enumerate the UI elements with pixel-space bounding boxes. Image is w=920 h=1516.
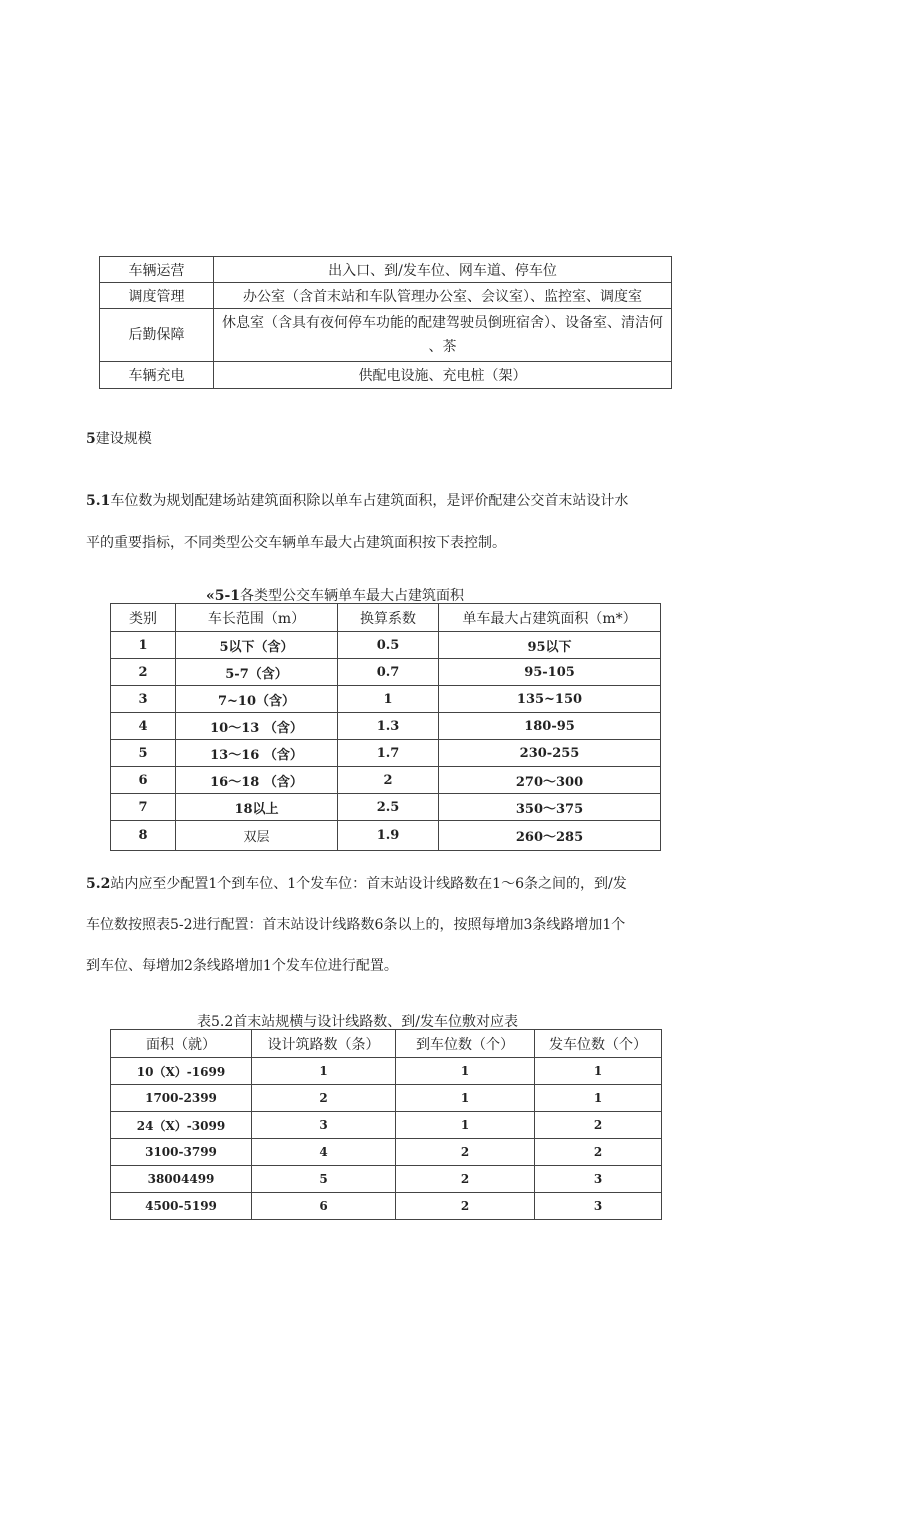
cell: 2 [252, 1085, 396, 1112]
category-cell: 后勤保障 [100, 309, 214, 362]
cell: 1.7 [338, 740, 439, 767]
cell: 8 [111, 821, 176, 851]
function-table [99, 256, 672, 389]
content-cell: 供配电设施、充电桩（架） [214, 362, 672, 389]
cell: 230-255 [439, 740, 661, 767]
cell: 6 [252, 1193, 396, 1220]
cell: 1.9 [338, 821, 439, 851]
table-row [111, 821, 661, 851]
cell: 38004499 [111, 1166, 252, 1193]
table-row [111, 1112, 662, 1139]
cell: 270～300 [439, 767, 661, 794]
content-line: 、茶 [428, 339, 457, 355]
table-row [111, 1166, 662, 1193]
table-5-2-caption: 表5.2首末站规横与设计线路数、到/发车位敷对应表 [197, 1014, 518, 1030]
cell: 1 [396, 1112, 535, 1139]
cell: 7~10（含） [176, 686, 338, 713]
cell: 0.5 [338, 632, 439, 659]
cell: 2 [396, 1166, 535, 1193]
cell: 3 [535, 1166, 662, 1193]
para-5-1-line2: 平的重要指标，不同类型公交车辆单车最大占建筑面积按下表控制。 [86, 535, 506, 551]
para-5-2-line1 [86, 873, 627, 893]
para-5-2-line3: 到车位、每增加2条线路增加1个发车位进行配置。 [86, 958, 398, 974]
header-cell: 换算系数 [338, 604, 439, 632]
cell: 2 [338, 767, 439, 794]
table-5-1-caption [206, 585, 464, 605]
para-text: 站内应至少配置1个到车位、1个发车位：首末站设计线路数在1～6条之间的，到/发 [110, 876, 627, 892]
cell: 1.3 [338, 713, 439, 740]
header-cell: 面积（就） [111, 1030, 252, 1058]
table-row [111, 1193, 662, 1220]
cell: 2 [396, 1193, 535, 1220]
cell: 18以上 [176, 794, 338, 821]
para-5-1-line1 [86, 490, 628, 510]
header-cell: 到车位数（个） [396, 1030, 535, 1058]
section-title: 建设规模 [95, 431, 152, 447]
header-cell: 类别 [111, 604, 176, 632]
cell: 16～18 （含） [176, 767, 338, 794]
cell: 0.7 [338, 659, 439, 686]
header-cell: 单车最大占建筑面积（m*） [439, 604, 661, 632]
table-row [111, 1058, 662, 1085]
table-row [111, 740, 661, 767]
cell: 1 [535, 1058, 662, 1085]
category-cell: 车辆充电 [100, 362, 214, 389]
cell: 3 [535, 1193, 662, 1220]
header-cell: 设计筑路数（条） [252, 1030, 396, 1058]
cell: 双层 [176, 821, 338, 851]
cell: 3100-3799 [111, 1139, 252, 1166]
cell: 5-7（含） [176, 659, 338, 686]
cell: 4 [111, 713, 176, 740]
table-header-row [111, 1030, 662, 1058]
cell: 1 [535, 1085, 662, 1112]
caption-text: 各类型公交车辆单车最大占建筑面积 [240, 588, 465, 604]
cell: 5 [111, 740, 176, 767]
table-row [111, 713, 661, 740]
cell: 24（X）-3099 [111, 1112, 252, 1139]
caption-prefix: «5-1 [206, 588, 241, 604]
para-5-2-line2: 车位数按照表5-2进行配置：首末站设计线路数6条以上的，按照每增加3条线路增加1个 [86, 917, 626, 933]
cell: 95以下 [439, 632, 661, 659]
cell: 95-105 [439, 659, 661, 686]
section-heading [86, 428, 152, 448]
cell: 1 [111, 632, 176, 659]
table-row [100, 283, 672, 309]
cell: 350～375 [439, 794, 661, 821]
table-row [111, 1085, 662, 1112]
table-row [111, 794, 661, 821]
content-cell: 出入口、到/发车位、网车道、停车位 [214, 257, 672, 283]
cell: 3 [252, 1112, 396, 1139]
header-cell: 发车位数（个） [535, 1030, 662, 1058]
cell: 2.5 [338, 794, 439, 821]
category-cell: 调度管理 [100, 283, 214, 309]
cell: 1 [396, 1058, 535, 1085]
cell: 13～16 （含） [176, 740, 338, 767]
cell: 7 [111, 794, 176, 821]
header-cell: 车长范围（m） [176, 604, 338, 632]
cell: 1 [396, 1085, 535, 1112]
cell: 260～285 [439, 821, 661, 851]
cell: 1 [252, 1058, 396, 1085]
table-row [100, 257, 672, 283]
table-row [111, 659, 661, 686]
cell: 5以下（含） [176, 632, 338, 659]
cell: 6 [111, 767, 176, 794]
cell: 4500-5199 [111, 1193, 252, 1220]
table-5-2 [110, 1029, 662, 1220]
clause-number: 5.2 [86, 876, 111, 892]
content-cell: 办公室（含首末站和车队管理办公室、会议室）、监控室、调度室 [214, 283, 672, 309]
content-line: 休息室（含具有夜何停车功能的配建驾驶员倒班宿舍）、设备室、清洁何 [222, 315, 663, 331]
table-5-1 [110, 603, 661, 851]
cell: 135~150 [439, 686, 661, 713]
cell: 3 [111, 686, 176, 713]
cell: 2 [111, 659, 176, 686]
table-row [111, 632, 661, 659]
cell: 4 [252, 1139, 396, 1166]
table-row [111, 686, 661, 713]
cell: 1 [338, 686, 439, 713]
category-cell: 车辆运营 [100, 257, 214, 283]
cell: 10～13 （含） [176, 713, 338, 740]
table-row [111, 767, 661, 794]
cell: 10（X）-1699 [111, 1058, 252, 1085]
para-text: 车位数为规划配建场站建筑面积除以单车占建筑面积，是评价配建公交首末站设计水 [110, 493, 629, 509]
table-header-row [111, 604, 661, 632]
cell: 2 [396, 1139, 535, 1166]
content-cell [214, 309, 672, 362]
cell: 2 [535, 1112, 662, 1139]
section-number: 5 [86, 431, 96, 447]
table-row [111, 1139, 662, 1166]
cell: 180-95 [439, 713, 661, 740]
clause-number: 5.1 [86, 493, 111, 509]
table-row [100, 362, 672, 389]
cell: 2 [535, 1139, 662, 1166]
cell: 1700-2399 [111, 1085, 252, 1112]
table-row [100, 309, 672, 362]
cell: 5 [252, 1166, 396, 1193]
